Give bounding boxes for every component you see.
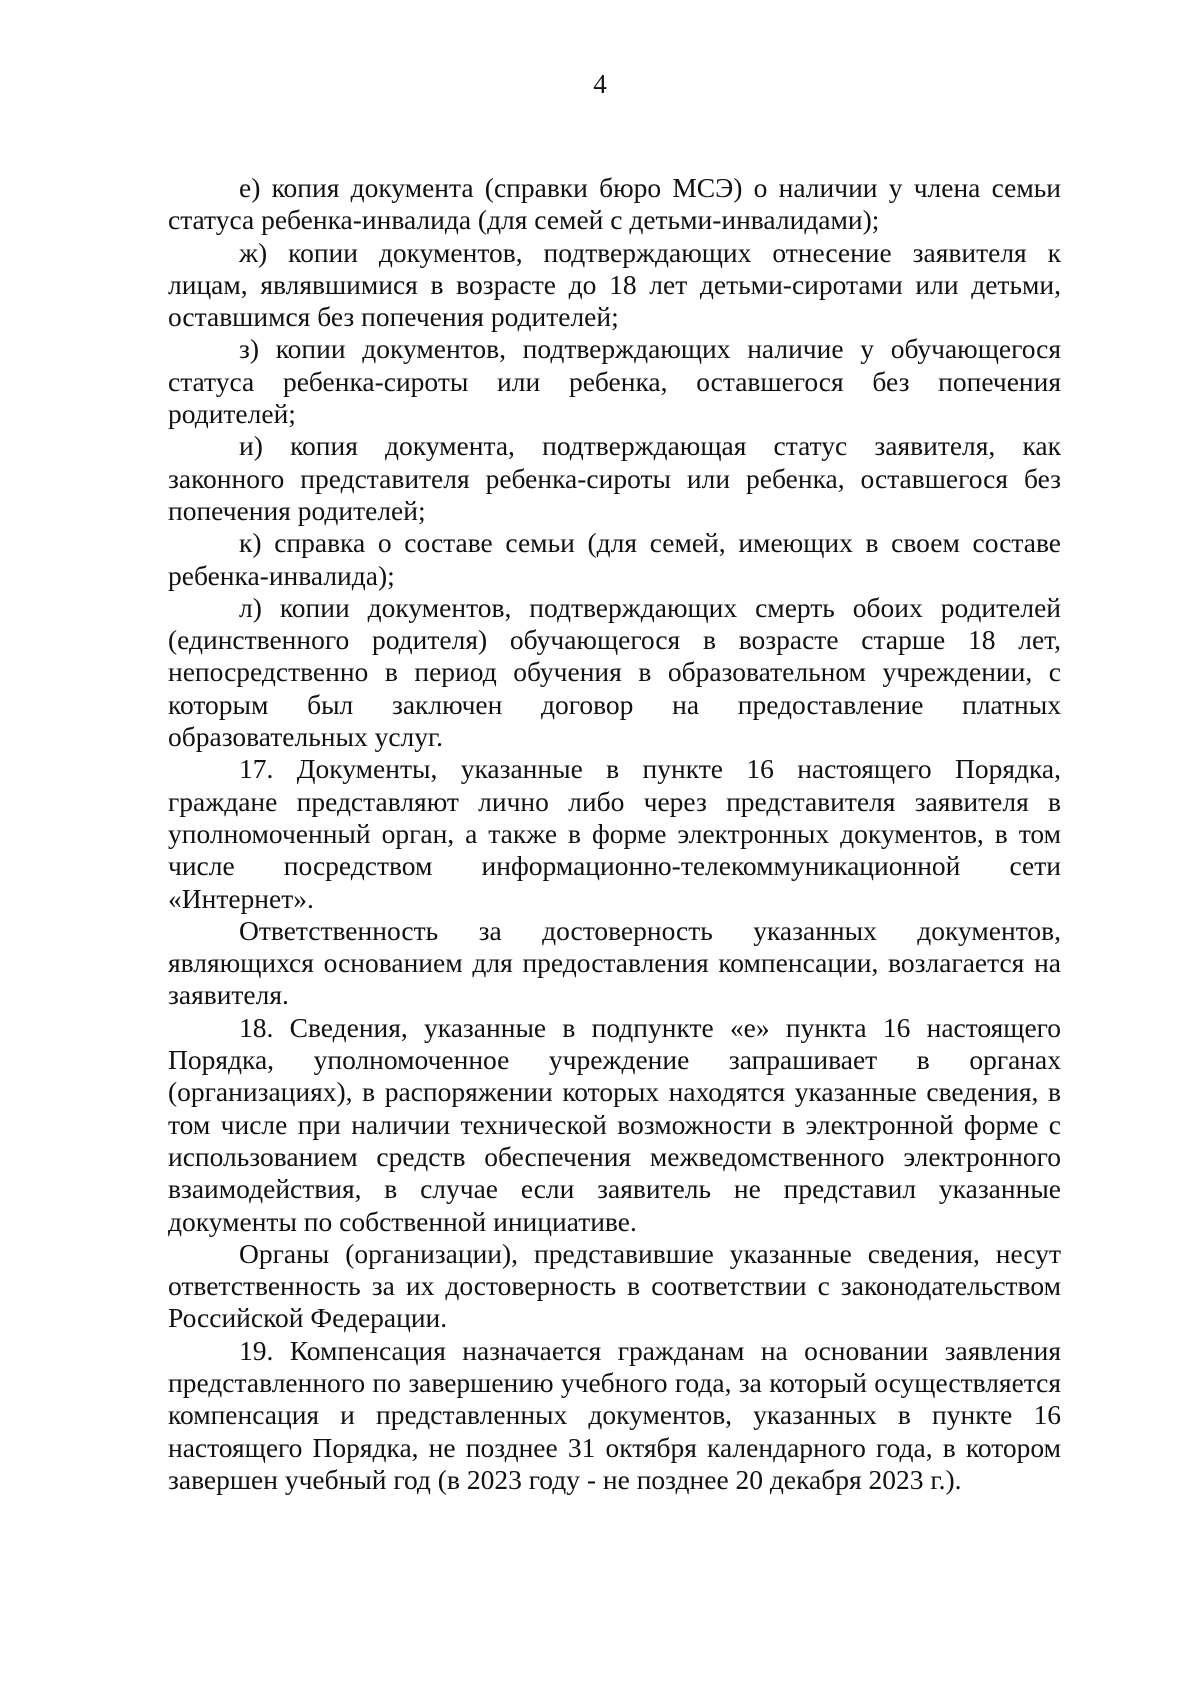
paragraph-item-l: л) копии документов, подтверждающих смерть обоих родителей (единственного родителя) обучающегося в возрасте старше 18 лет, непосредственно в период обучения в образовательном учреждении, с которым был заключен договор на предоставление платных образовательных услуг. [168,591,1061,753]
paragraph-item-k: к) справка о составе семьи (для семей, имеющих в своем составе ребенка-инвалида); [168,527,1061,591]
paragraph-item-z: з) копии документов, подтверждающих наличие у обучающегося статуса ребенка-сироты или ребенка, оставшегося без попечения родителей; [168,333,1061,430]
paragraph-item-e: е) копия документа (справки бюро МСЭ) о наличии у члена семьи статуса ребенка-инвалида (для семей с детьми-инвалидами); [168,172,1061,236]
paragraph-clause-17: 17. Документы, указанные в пункте 16 настоящего Порядка, граждане представляют лично либо через представителя заявителя в уполномоченный орган, а также в форме электронных документов, в том числе посредством информационно-телекоммуникационной сети «Интернет». [168,753,1061,914]
paragraph-organizations-responsibility: Органы (организации), представившие указанные сведения, несут ответственность за их достоверность в соответствии с законодательством Российской Федерации. [168,1237,1061,1334]
page-number: 4 [593,69,607,99]
paragraph-clause-18: 18. Сведения, указанные в подпункте «е» пункта 16 настоящего Порядка, уполномоченное учреждение запрашивает в органах (организациях), в распоряжении которых находятся указанные сведения, в том числе при наличии технической возможности в электронной форме с использованием средств обеспечения межведомственного электронного взаимодействия, в случае если заявитель не представил указанные документы по собственной инициативе. [168,1011,1061,1237]
paragraph-responsibility: Ответственность за достоверность указанных документов, являющихся основанием для предоставления компенсации, возлагается на заявителя. [168,914,1061,1011]
paragraph-item-i: и) копия документа, подтверждающая статус заявителя, как законного представителя ребенка-сироты или ребенка, оставшегося без попечения родителей; [168,430,1061,526]
document-body [168,172,1061,1496]
paragraph-item-zh: ж) копии документов, подтверждающих отнесение заявителя к лицам, являвшимися в возрасте до 18 лет детьми-сиротами или детьми, оставшимся без попечения родителей; [168,236,1061,333]
paragraph-clause-19: 19. Компенсация назначается гражданам на основании заявления представленного по завершению учебного года, за который осуществляется компенсация и представленных документов, указанных в пункте 16 настоящего Порядка, не позднее 31 октября календарного года, в котором завершен учебный год (в 2023 году - не позднее 20 декабря 2023 г.). [168,1334,1061,1495]
